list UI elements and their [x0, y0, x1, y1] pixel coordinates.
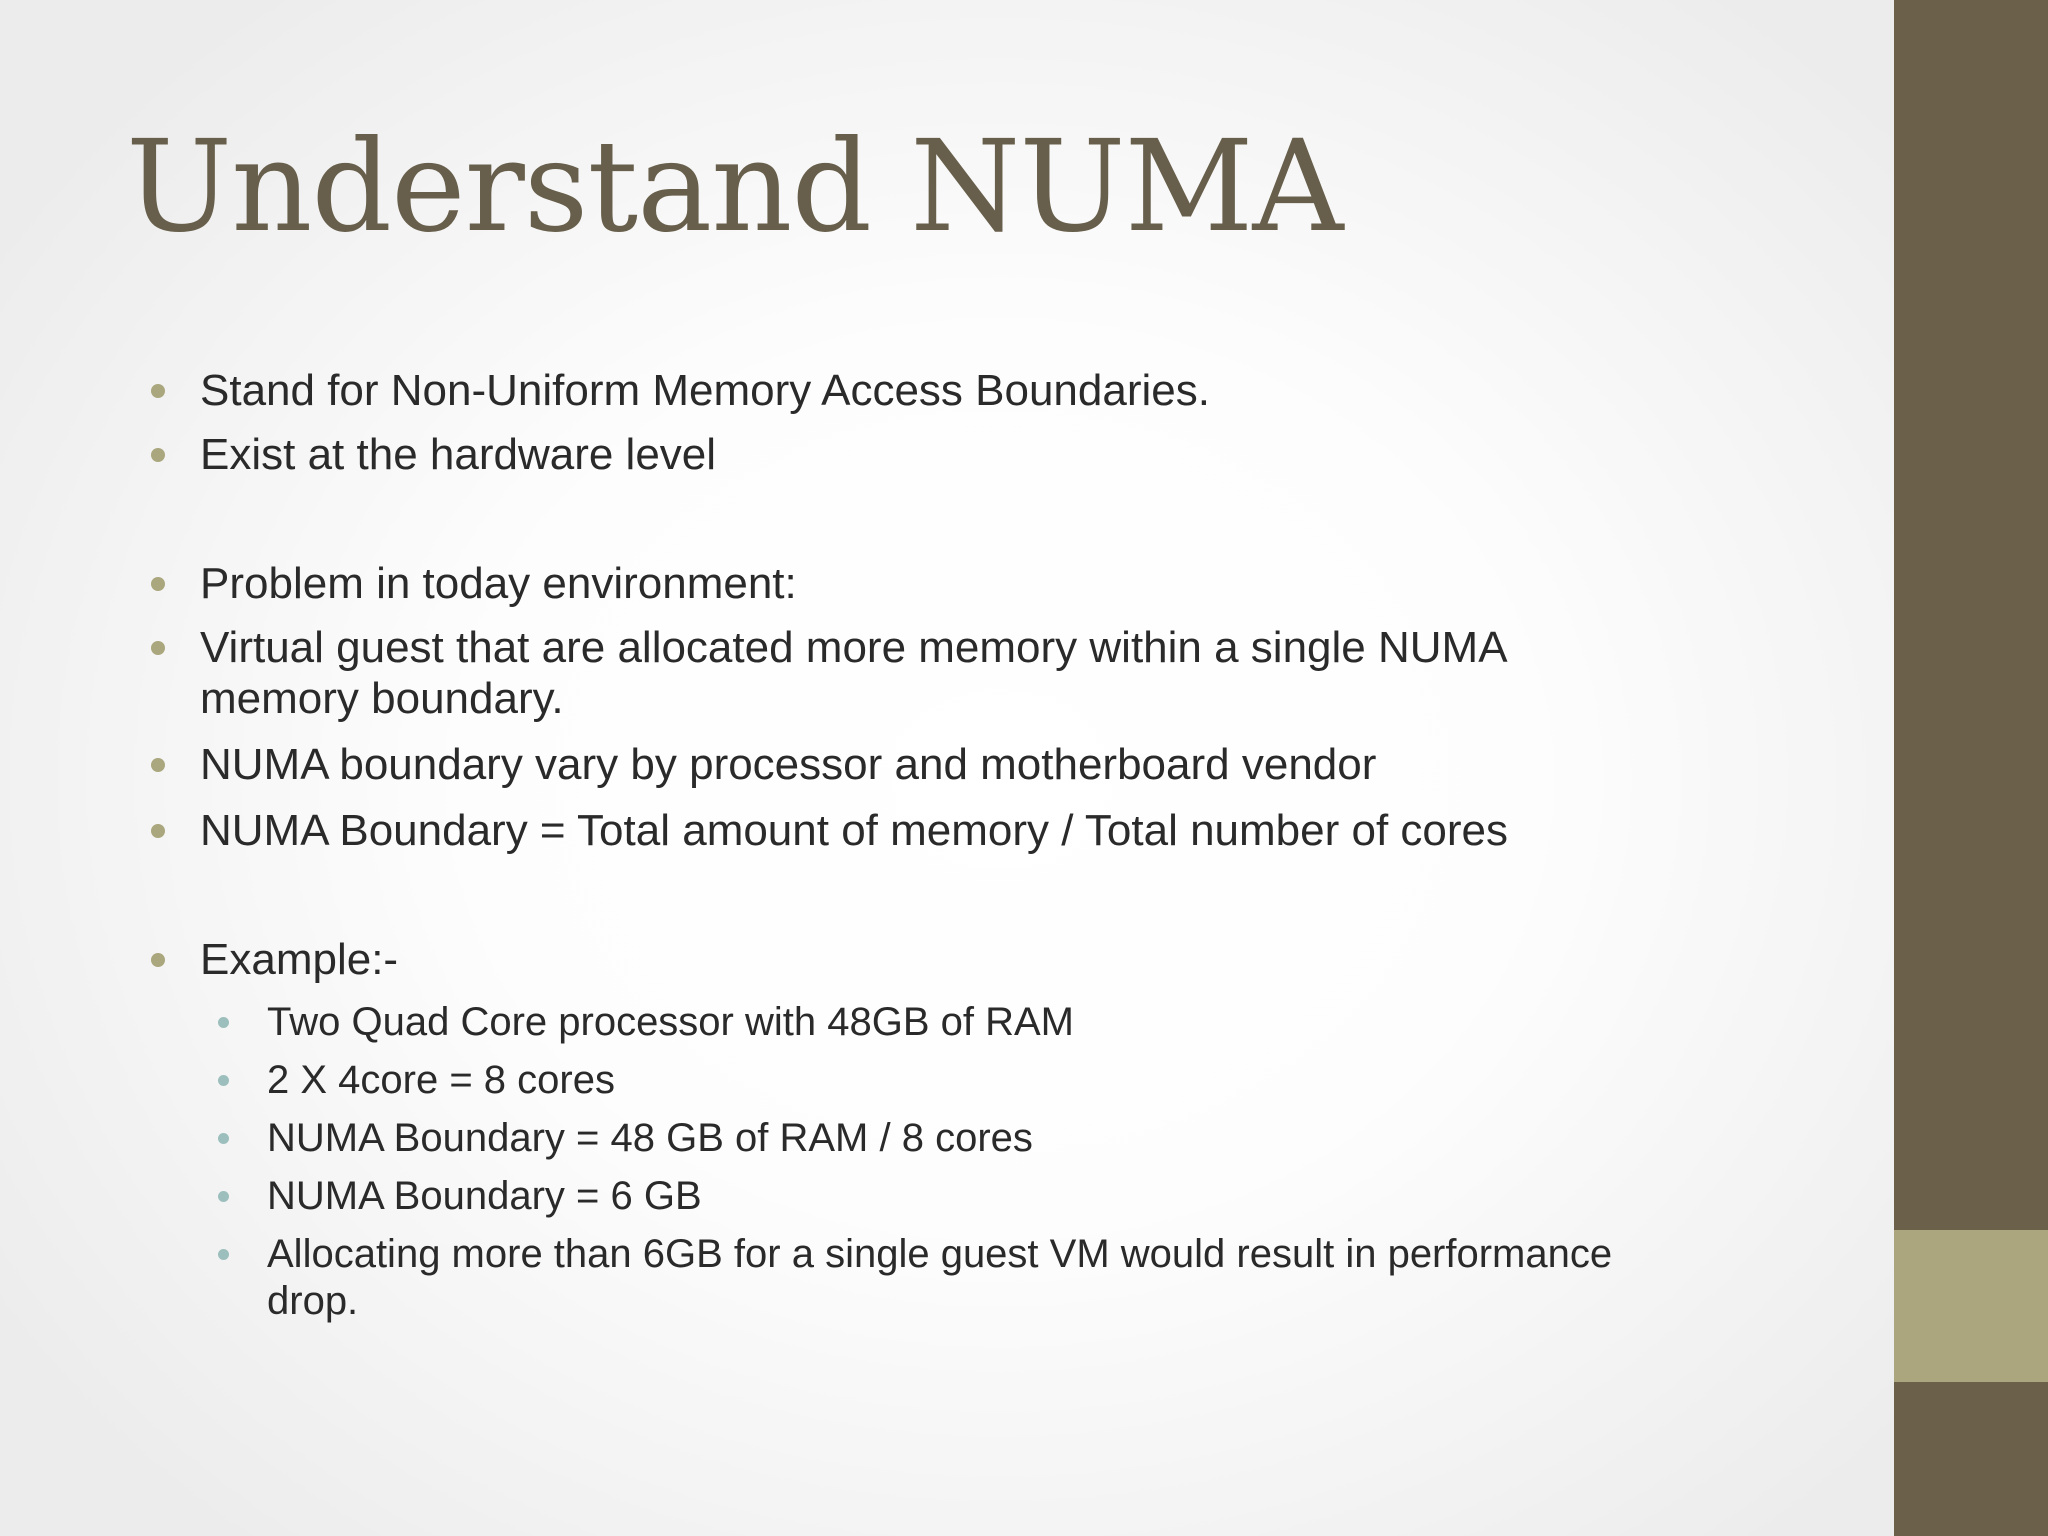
bullet-item-continuation: memory boundary.	[200, 674, 564, 723]
bullet-item: Virtual guest that are allocated more memory within a single NUMA	[200, 623, 1508, 672]
bullet-item: NUMA Boundary = Total amount of memory / Total number of cores	[200, 806, 1508, 855]
bullet-marker	[151, 641, 165, 655]
sub-bullet-marker	[218, 1133, 229, 1144]
sub-bullet-marker	[218, 1075, 229, 1086]
sub-bullet-item-continuation: drop.	[267, 1279, 359, 1323]
bullet-item: Example:-	[200, 935, 399, 984]
bullet-marker	[151, 953, 165, 967]
bullet-marker	[151, 824, 165, 838]
bullet-item: Exist at the hardware level	[200, 430, 717, 479]
sub-bullet-item: Allocating more than 6GB for a single guest VM would result in performance	[267, 1232, 1613, 1276]
sub-bullet-item: 2 X 4core = 8 cores	[267, 1058, 615, 1102]
bullet-marker	[151, 758, 165, 772]
side-accent-block	[1894, 1230, 2048, 1382]
sub-bullet-item: Two Quad Core processor with 48GB of RAM	[267, 1000, 1074, 1044]
sub-bullet-item: NUMA Boundary = 6 GB	[267, 1174, 702, 1218]
slide-title: Understand NUMA	[126, 113, 1343, 260]
bullet-item: Problem in today environment:	[200, 559, 797, 608]
bullet-marker	[151, 448, 165, 462]
bullet-item: Stand for Non-Uniform Memory Access Boundaries.	[200, 366, 1210, 415]
sub-bullet-item: NUMA Boundary = 48 GB of RAM / 8 cores	[267, 1116, 1033, 1160]
sub-bullet-marker	[218, 1017, 229, 1028]
sub-bullet-marker	[218, 1191, 229, 1202]
sub-bullet-marker	[218, 1249, 229, 1260]
bullet-item: NUMA boundary vary by processor and motherboard vendor	[200, 740, 1377, 789]
bullet-marker	[151, 577, 165, 591]
bullet-marker	[151, 384, 165, 398]
